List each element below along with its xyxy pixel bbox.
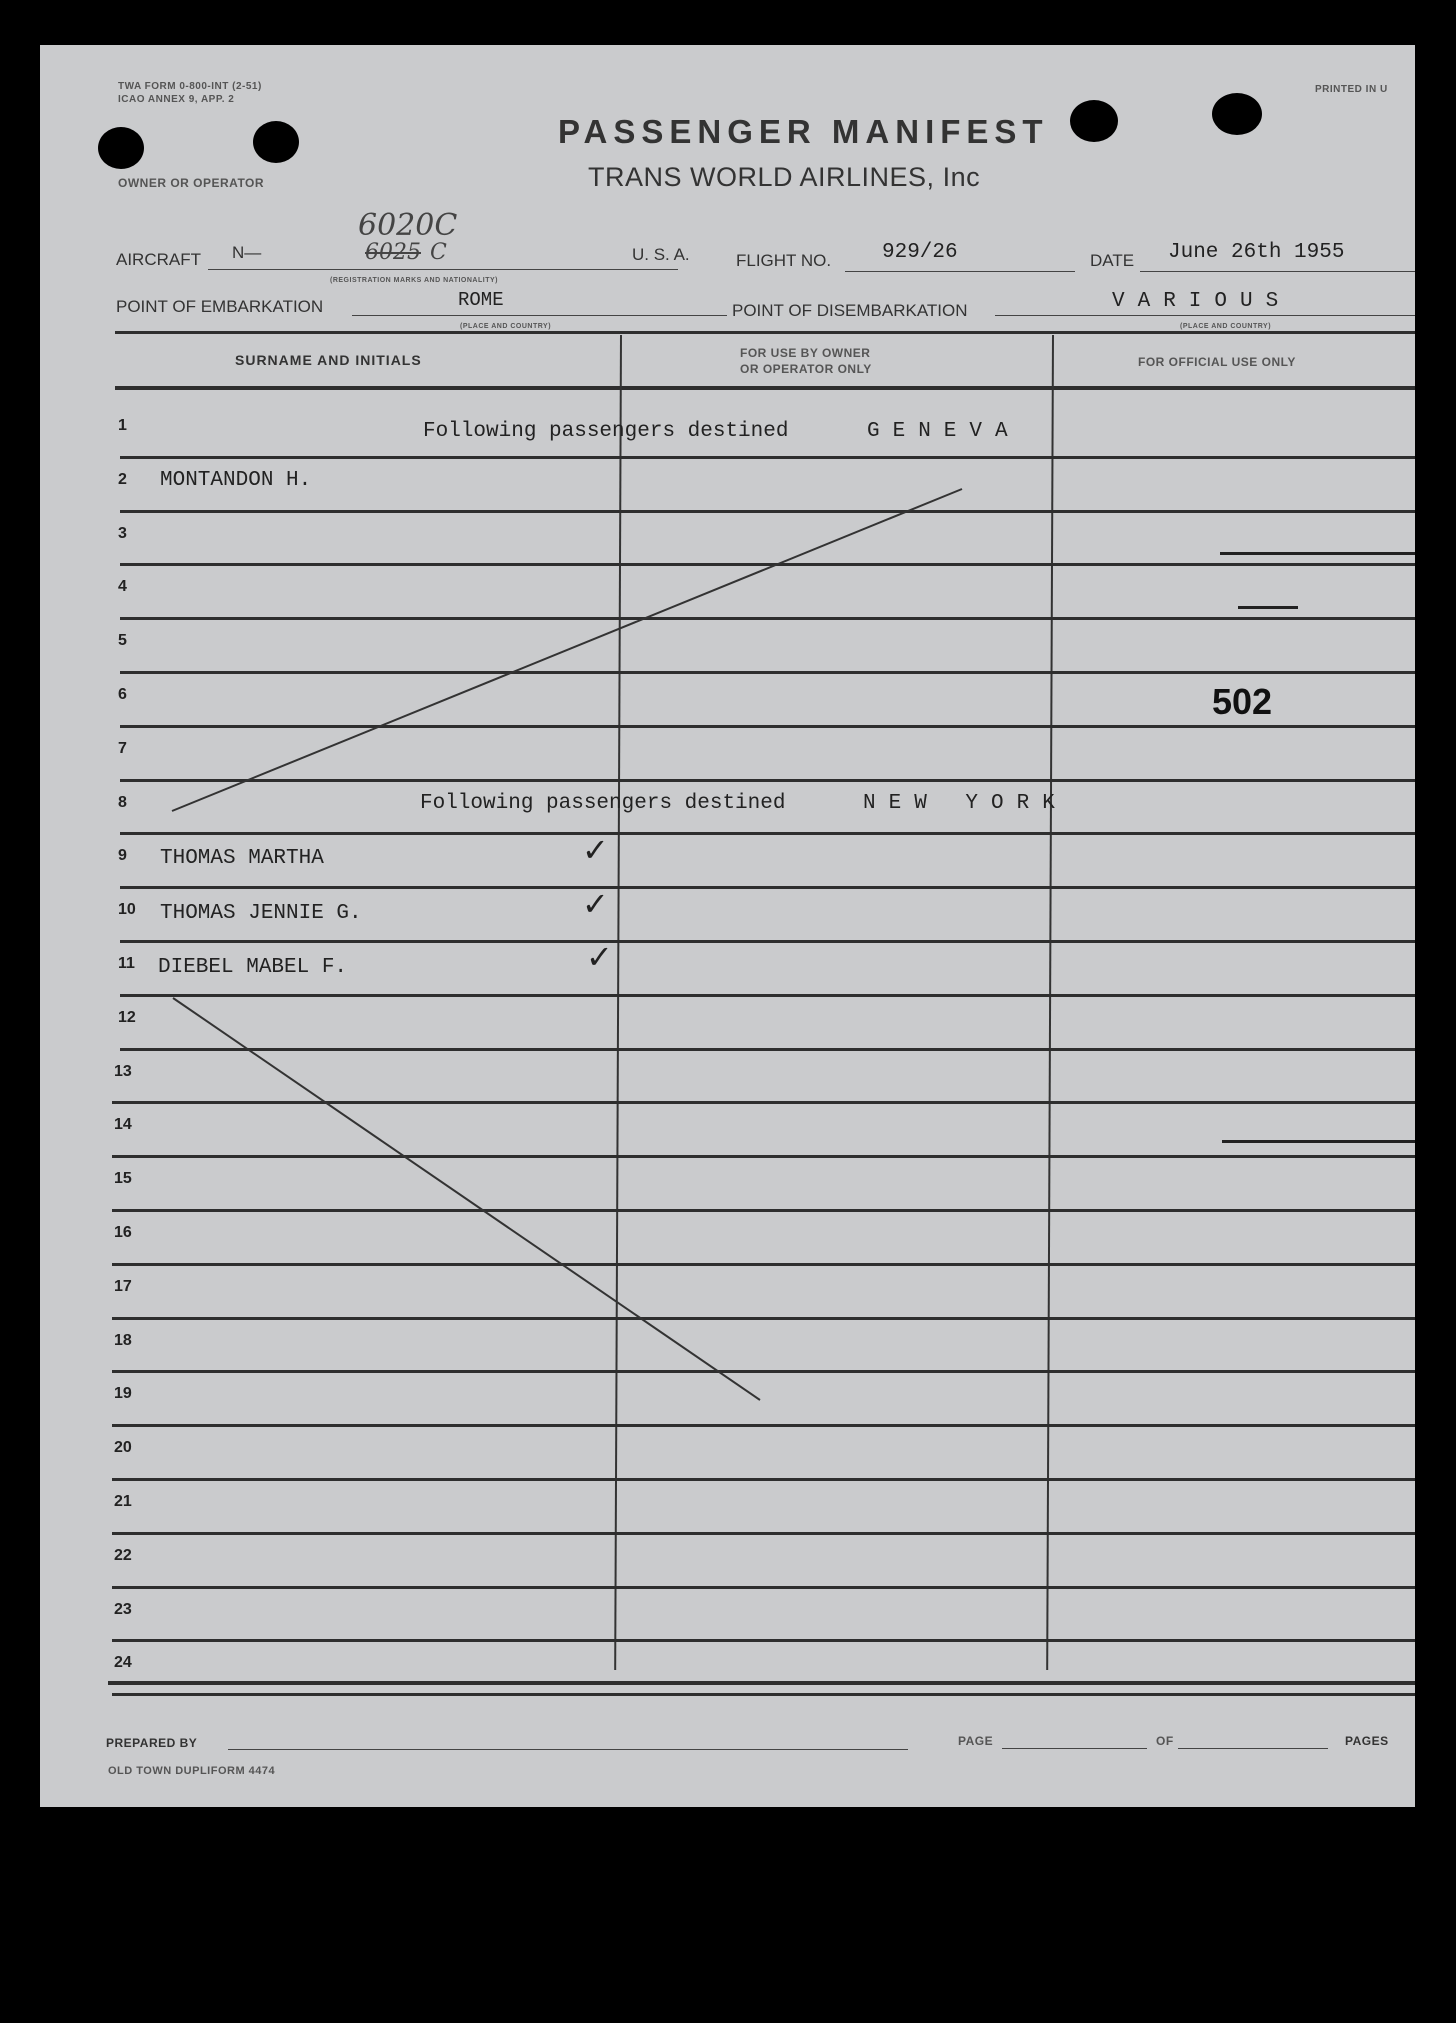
prepared-by-label: PREPARED BY [106,1736,198,1750]
newyork-destination: NEW YORK [863,792,1068,815]
icao-annex: ICAO ANNEX 9, APP. 2 [118,94,235,105]
passenger-row-9: THOMAS MARTHA [160,847,324,870]
date-value: June 26th 1955 [1168,241,1345,264]
check-mark-row-11: ✓ [586,938,613,976]
disembark-label: POINT OF DISEMBARKATION [732,301,968,320]
row-number: 18 [114,1331,132,1349]
flight-value: 929/26 [882,241,958,264]
strike-line-newyork [173,998,760,1400]
row-number: 1 [118,417,127,434]
aircraft-prefix: N— [232,243,262,262]
row-number: 19 [114,1385,132,1403]
row-number: 9 [118,847,127,865]
official-stamp: 502 [1212,681,1273,722]
embark-caption: (PLACE AND COUNTRY) [460,323,552,330]
row-number: 23 [114,1600,132,1618]
row-number: 12 [118,1008,136,1026]
passenger-row-2: MONTANDON H. [160,469,312,492]
printed-in: PRINTED IN U [1315,84,1388,95]
row-number: 13 [114,1062,132,1080]
printer-label: OLD TOWN DUPLIFORM 4474 [108,1765,276,1777]
row-number: 3 [118,524,127,542]
geneva-note: Following passengers destined [423,420,789,443]
page-label: PAGE [958,1734,994,1748]
of-label: OF [1156,1734,1174,1748]
passenger-row-10: THOMAS JENNIE G. [160,902,362,925]
flight-label: FLIGHT NO. [736,251,832,270]
pages-label: PAGES [1345,1734,1389,1748]
registration-caption: (REGISTRATION MARKS AND NATIONALITY) [330,277,498,284]
row-number: 4 [118,578,127,596]
row-number: 11 [118,955,135,972]
row-number: 20 [114,1439,132,1457]
row-number: 16 [114,1224,132,1241]
aircraft-struck: 6025 [365,240,421,265]
strike-line-geneva [172,489,962,811]
row-number: 17 [114,1277,132,1295]
owner-label: OWNER OR OPERATOR [118,176,265,190]
row-number: 22 [114,1546,132,1564]
col-owner-header-1: FOR USE BY OWNER [740,346,871,360]
row-number: 10 [118,901,136,919]
embark-label: POINT OF EMBARKATION [116,297,324,316]
disembark-caption: (PLACE AND COUNTRY) [1180,323,1272,330]
col-official-header: FOR OFFICIAL USE ONLY [1138,355,1296,369]
aircraft-label: AIRCRAFT [116,250,201,269]
check-mark-row-10: ✓ [582,885,609,923]
manifest-sheet [40,45,1415,1807]
row-number: 2 [118,470,127,488]
passenger-row-11: DIEBEL MABEL F. [158,956,348,979]
strike-lines [40,45,1415,1807]
row-number: 8 [118,793,127,811]
manifest-title: PASSENGER MANIFEST [558,113,1049,150]
aircraft-suffix: C [430,240,447,265]
disembark-value: VARIOUS [1112,290,1292,313]
col-owner-header-2: OR OPERATOR ONLY [740,362,872,376]
check-mark-row-9: ✓ [582,831,609,869]
country: U. S. A. [632,245,690,264]
row-number: 21 [114,1493,132,1510]
row-number: 7 [118,739,127,757]
row-number: 15 [114,1170,132,1188]
date-label: DATE [1090,251,1135,270]
embark-value: ROME [458,289,504,311]
airline-name: TRANS WORLD AIRLINES, Inc [588,162,981,192]
col-surname-header: SURNAME AND INITIALS [235,352,422,368]
aircraft-handwritten: 6020C [358,208,458,243]
newyork-note: Following passengers destined [420,792,786,815]
row-number: 6 [118,686,127,703]
row-number: 24 [114,1654,132,1672]
row-number: 5 [118,632,127,650]
row-number: 14 [114,1116,132,1134]
geneva-destination: GENEVA [867,420,1021,443]
form-id: TWA FORM 0-800-INT (2-51) [118,81,262,92]
